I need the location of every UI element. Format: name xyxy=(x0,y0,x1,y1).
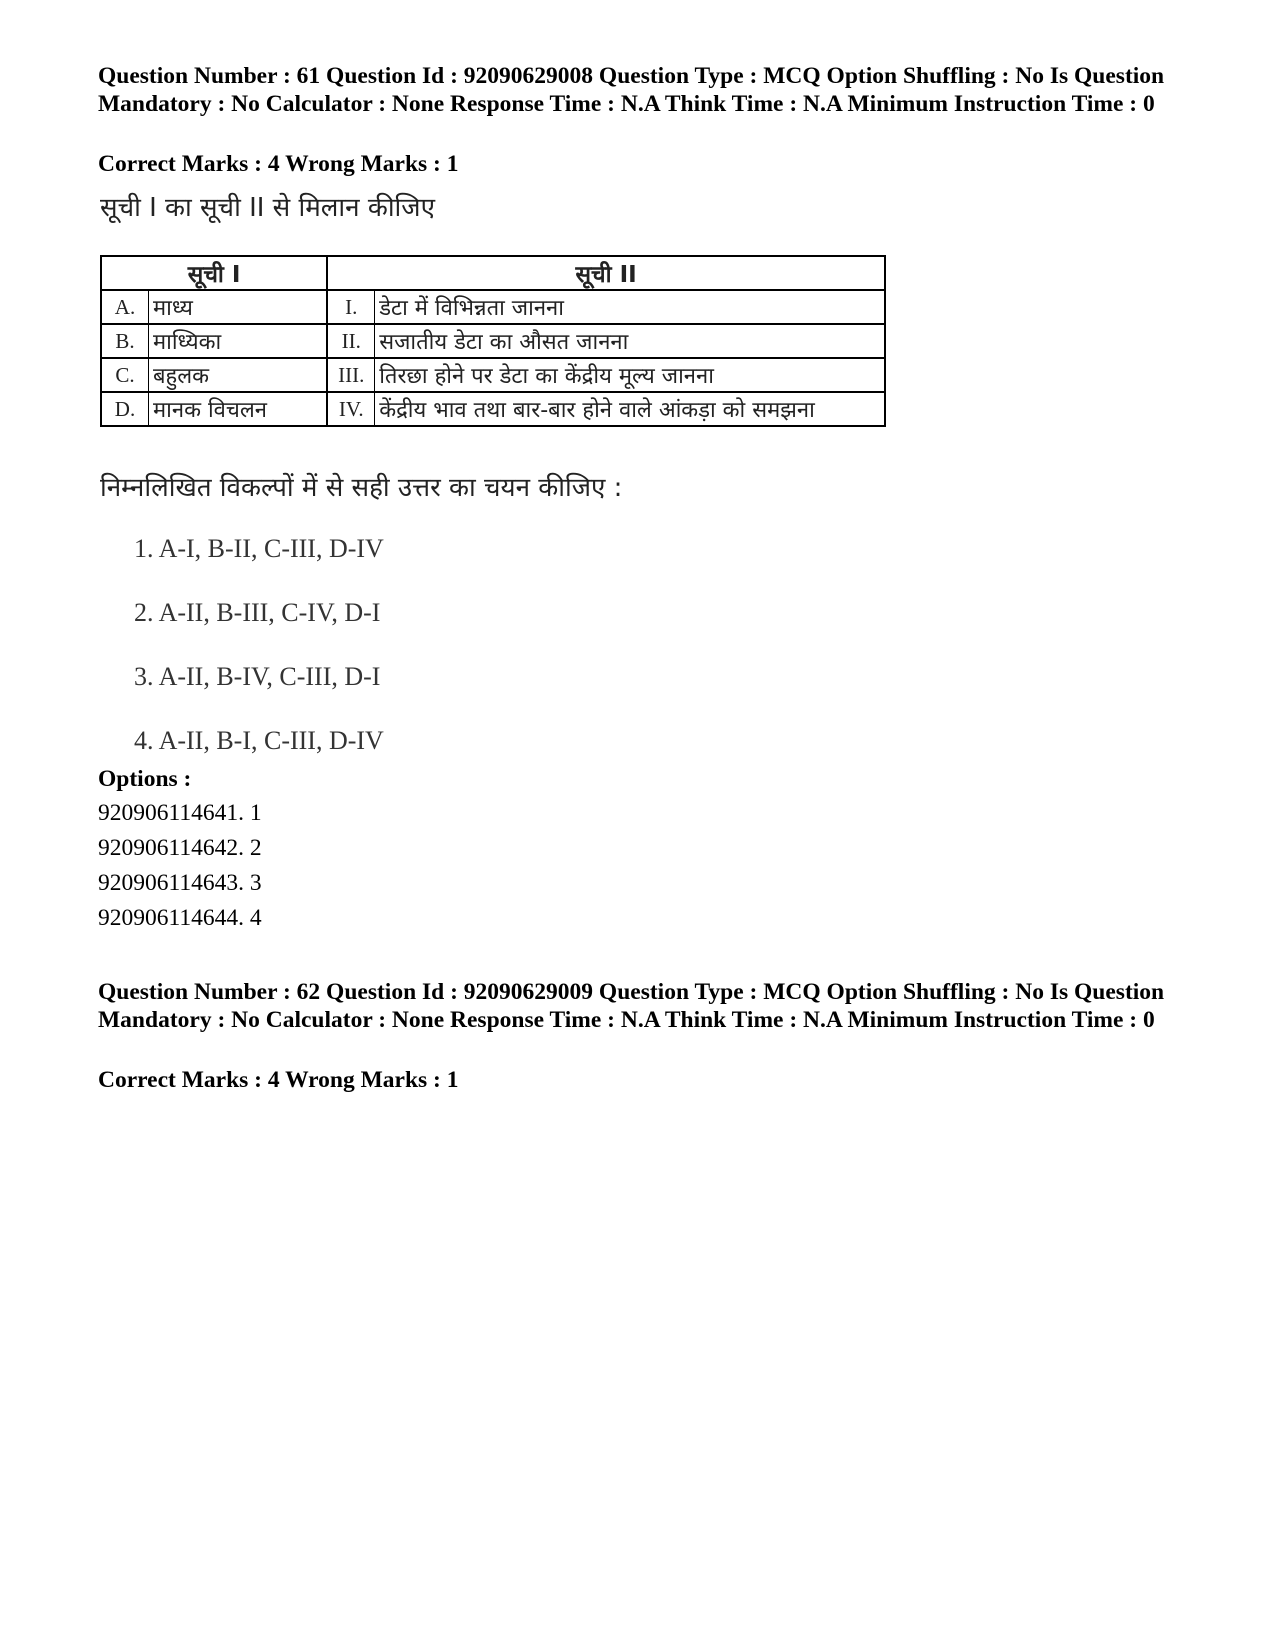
row-item-right: सजातीय डेटा का औसत जानना xyxy=(375,324,885,358)
row-key-left: B. xyxy=(101,324,149,358)
row-item-right: डेटा में विभिन्नता जानना xyxy=(375,290,885,324)
row-item-left: बहुलक xyxy=(149,358,328,392)
row-item-left: माध्यिका xyxy=(149,324,328,358)
question-62-marks: Correct Marks : 4 Wrong Marks : 1 xyxy=(98,1067,459,1093)
row-key-right: I. xyxy=(327,290,375,324)
option-id-2: 920906114642. 2 xyxy=(98,835,262,861)
question-61-instruction: सूची I का सूची II से मिलान कीजिए xyxy=(100,193,435,223)
choice-3: 3. A-II, B-IV, C-III, D-I xyxy=(134,662,381,691)
header-list-2: सूची II xyxy=(327,256,885,290)
question-62-meta: Question Number : 62 Question Id : 92090629009 Question Type : MCQ Option Shuffling : No Is Question Mandatory : No Calculator : None Response Time : N.A Think Time : N.A Minimum Instruction Time : 0 xyxy=(98,979,1165,1033)
table-row xyxy=(101,358,885,392)
row-key-right: II. xyxy=(327,324,375,358)
match-table-header xyxy=(101,256,885,290)
table-row xyxy=(101,290,885,324)
choice-4: 4. A-II, B-I, C-III, D-IV xyxy=(134,726,384,755)
table-row xyxy=(101,324,885,358)
options-label: Options : xyxy=(98,766,192,792)
row-key-right: III. xyxy=(327,358,375,392)
question-61-marks: Correct Marks : 4 Wrong Marks : 1 xyxy=(98,151,459,177)
row-key-left: C. xyxy=(101,358,149,392)
row-item-left: माध्य xyxy=(149,290,328,324)
row-key-right: IV. xyxy=(327,392,375,426)
row-item-right: तिरछा होने पर डेटा का केंद्रीय मूल्य जानना xyxy=(375,358,885,392)
option-id-3: 920906114643. 3 xyxy=(98,870,262,896)
option-id-4: 920906114644. 4 xyxy=(98,905,262,931)
question-61-prompt: निम्नलिखित विकल्पों में से सही उत्तर का चयन कीजिए : xyxy=(100,473,623,503)
header-list-1: सूची I xyxy=(101,256,327,290)
row-item-right: केंद्रीय भाव तथा बार-बार होने वाले आंकड़ा को समझना xyxy=(375,392,885,426)
question-61-meta: Question Number : 61 Question Id : 92090629008 Question Type : MCQ Option Shuffling : No Is Question Mandatory : No Calculator : None Response Time : N.A Think Time : N.A Minimum Instruction Time : 0 xyxy=(98,63,1165,117)
table-row xyxy=(101,392,885,426)
choice-1: 1. A-I, B-II, C-III, D-IV xyxy=(134,534,384,563)
row-item-left: मानक विचलन xyxy=(149,392,328,426)
row-key-left: D. xyxy=(101,392,149,426)
option-id-1: 920906114641. 1 xyxy=(98,800,262,826)
row-key-left: A. xyxy=(101,290,149,324)
match-table xyxy=(100,255,886,427)
choice-2: 2. A-II, B-III, C-IV, D-I xyxy=(134,598,381,627)
